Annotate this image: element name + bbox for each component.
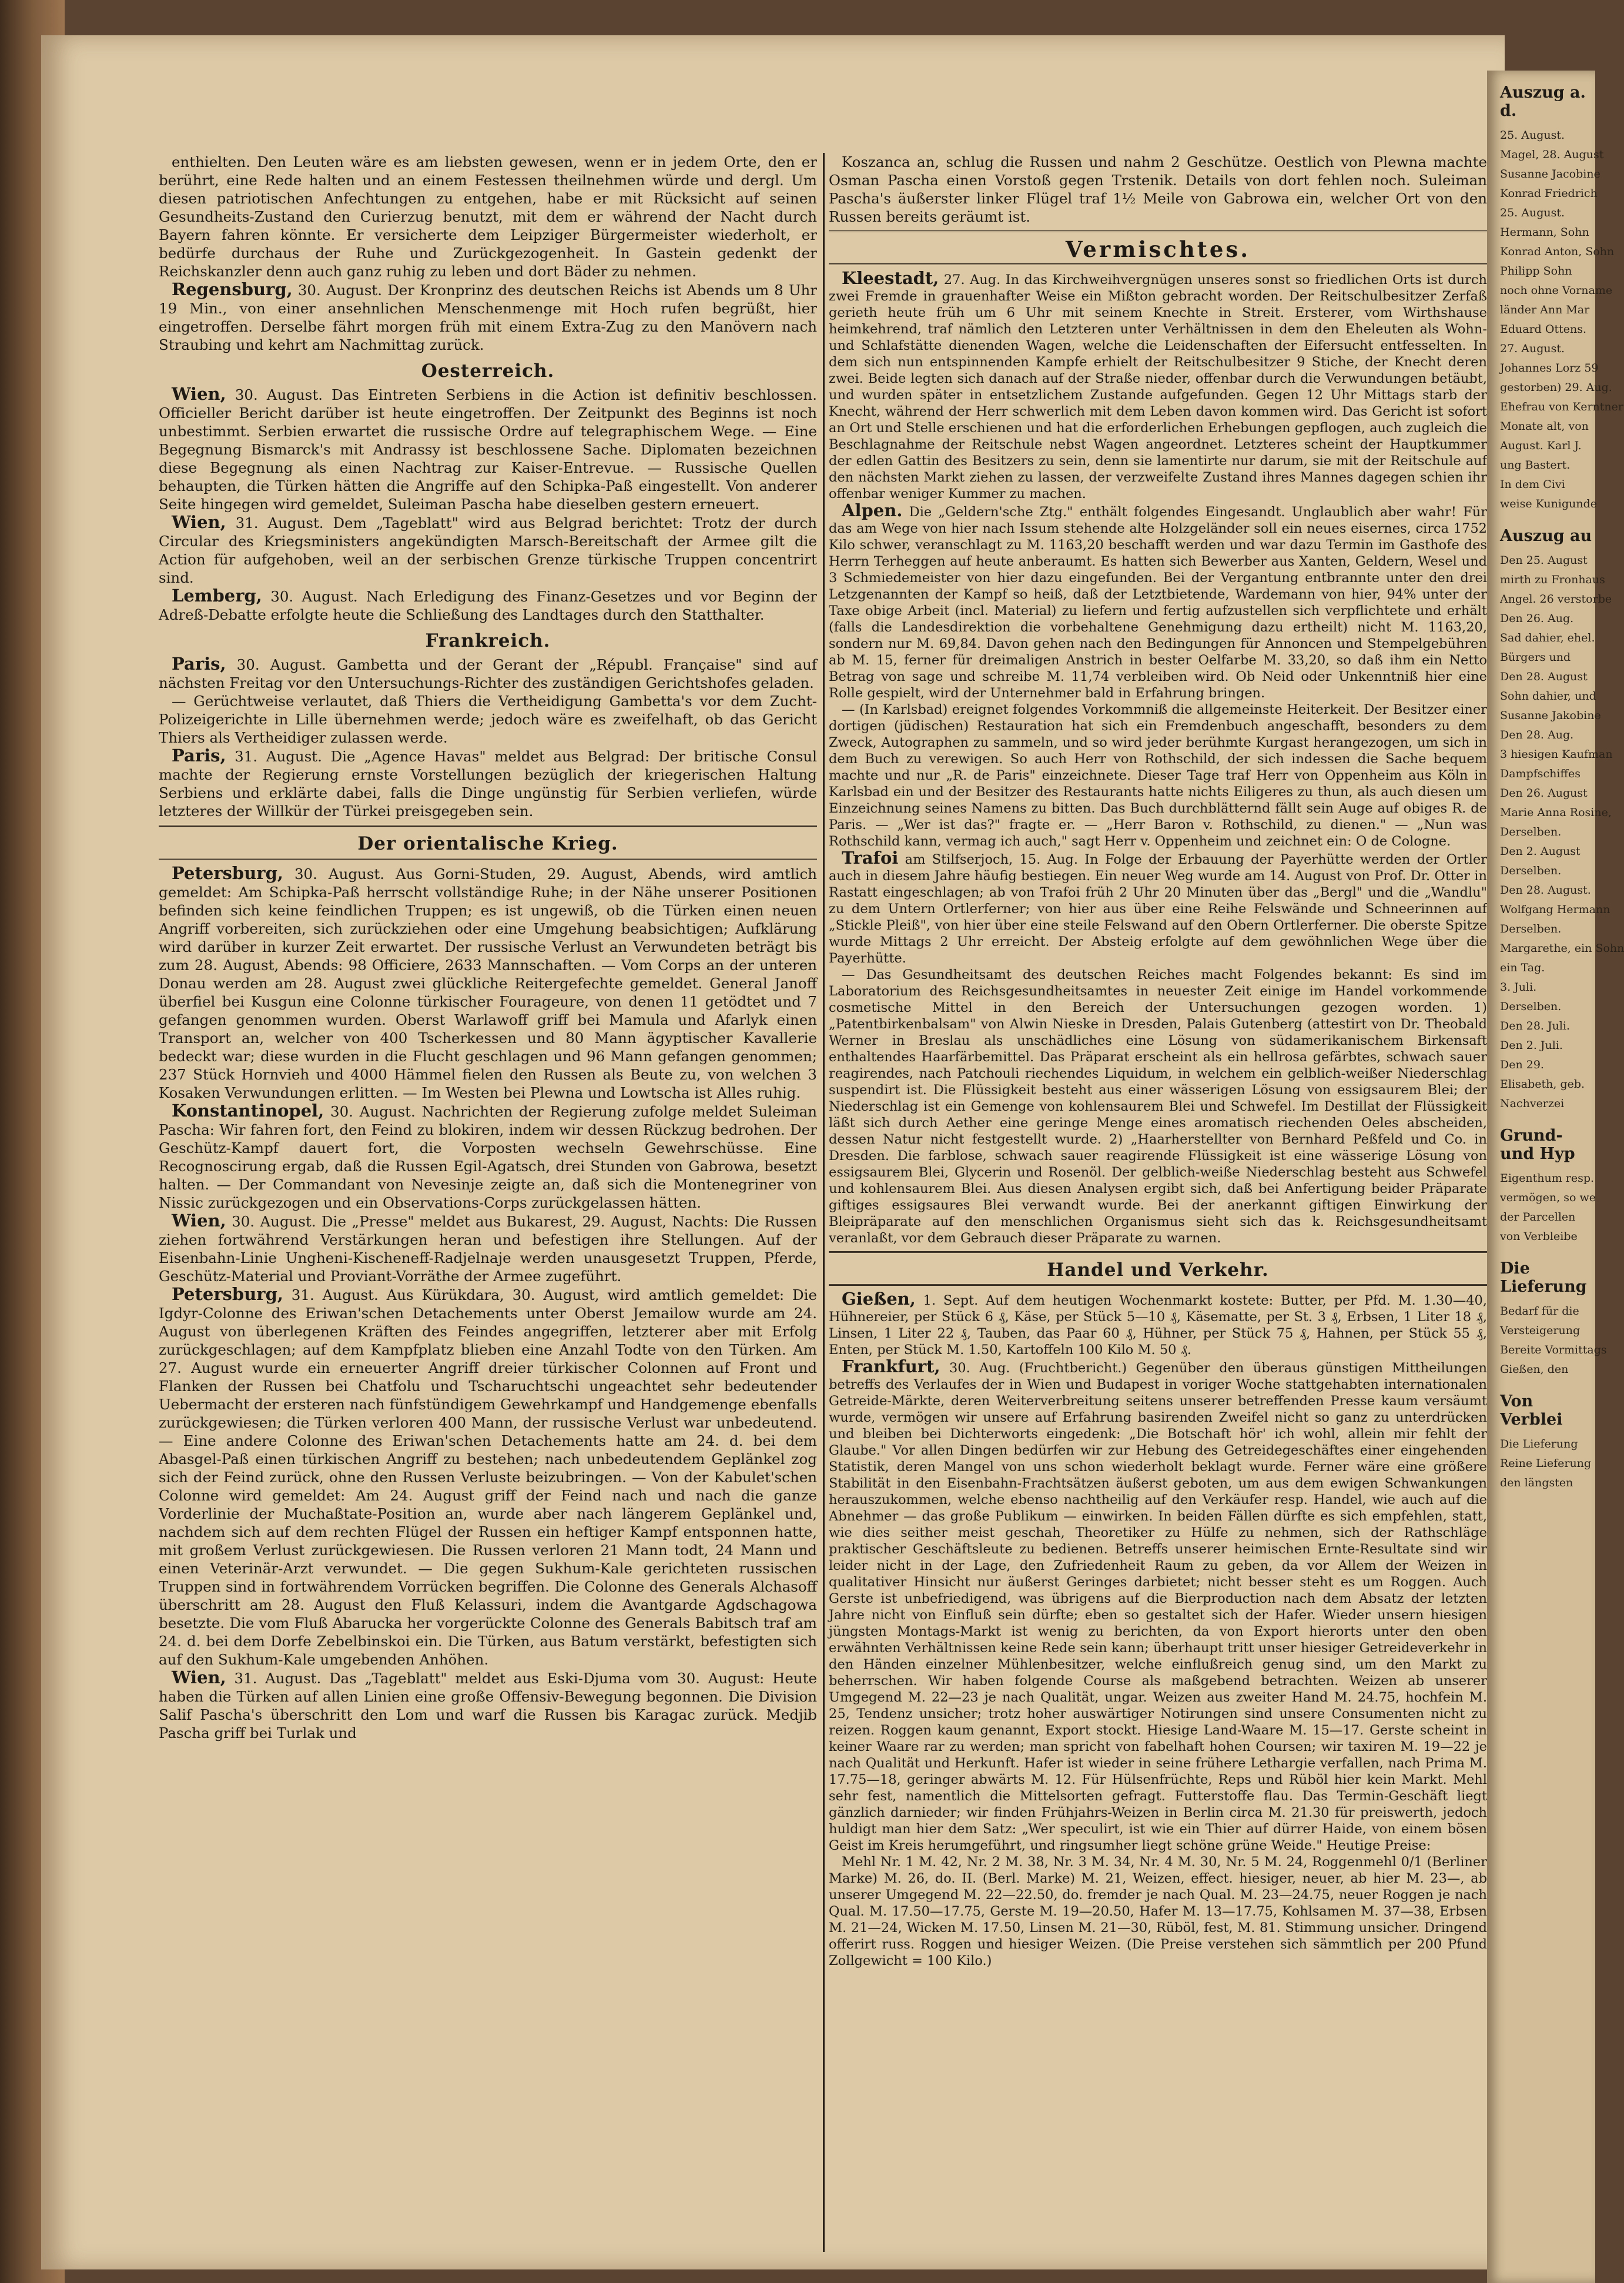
adjacent-page-line: Eduard Ottens.	[1500, 323, 1586, 336]
adjacent-page-line: Susanne Jakobine	[1500, 709, 1601, 722]
adjacent-page-line: Magel, 28. August	[1500, 148, 1604, 161]
adjacent-page-line: von Verbleibe	[1500, 1230, 1578, 1243]
section-rule	[159, 858, 817, 860]
adjacent-page-line: Reine Lieferung	[1500, 1457, 1592, 1470]
adjacent-page-line: vermögen, so we	[1500, 1191, 1596, 1204]
adjacent-page-line: 25. August.	[1500, 129, 1565, 142]
adjacent-page-line: noch ohne Vorname	[1500, 284, 1613, 297]
adjacent-page-line: Margarethe, ein Sohn	[1500, 942, 1624, 955]
adjacent-page-line: Elisabeth, geb.	[1500, 1078, 1585, 1091]
article-geruecht: — Gerüchtweise verlautet, daß Thiers die Vertheidigung Gambetta's vor dem Zucht-Polizeigerichte in Lille übernehmen werde; jedoch wäre es zweifelhaft, ob das Gericht Thiers als Vertheidiger zulassen werde.	[159, 693, 817, 746]
article-paris-30: Paris, 30. August. Gambetta und der Gerant der „Républ. Française" sind auf nächsten Freitag vor den Untersuchungs-Richter des zuständigen Gerichtshofes geladen.	[159, 654, 817, 691]
adjacent-page-line: Versteigerung	[1500, 1324, 1581, 1337]
adjacent-page-line: Den 28. August	[1500, 670, 1588, 683]
article-alpen: Alpen. Die „Geldern'sche Ztg." enthält folgendes Eingesandt. Unglaublich aber wahr! Für das am Wege von hier nach Issum stehende alte Holzgeländer soll ein neues eisernes, circa 1752 Kilo schwer, veranschlagt zu M. 1163,20 beschafft werden und war dazu Termin im Gasthofe des Herrn Terheggen auf heute anberaumt. Es hatten sich Bewerber aus Xanten, Geldern, Wesel und 3 Schmiedemeister von hier dazu eingefunden. Bei der Vergantung entbrannte unter den drei Letzgenannten der Kampf so heiß, daß der Letztbietende, Wardemann von hier, 94% unter der Taxe obige Arbeit (incl. Material) zu liefern und fertig aufzustellen sich verpflichtete und erhält (falls die Landesdirektion die vorbehaltene Genehmigung dazu ertheilt) nicht M. 1163,20, sondern nur M. 69,84. Davon gehen nach den Bedingungen für Annoncen und Stempelgebühren ab M. 15, ferner für dreimaligen Anstrich in bester Oelfarbe M. 33,20, so daß ihm ein Netto Betrag von sage und schreibe M. 11,74 verbleiben wird. Ob Neid oder Unkenntniß hier eine Rolle gespielt, wird der Unternehmer bald in Erfahrung bringen.	[829, 500, 1487, 701]
section-rule	[829, 230, 1487, 232]
adjacent-page-line: gestorben) 29. Aug.	[1500, 381, 1612, 394]
adjacent-page-line: ein Tag.	[1500, 961, 1545, 974]
dateline: Wien,	[172, 1211, 226, 1231]
adjacent-page-line: Gießen, den	[1500, 1363, 1569, 1376]
article-konstantinopel: Konstantinopel, 30. August. Nachrichten der Regierung zufolge meldet Suleiman Pascha: Wir fahren fort, den Feind zu blokiren, indem wir dessen Rückzug bedrohen. Der Geschütz-Kampf dauert fort, die Vorposten wechseln Gewehrschüsse. Eine Recognoscirung ergab, daß die Russen Egil-Agatsch, drei Stunden von Gabrowa, besetzt halten. — Der Commandant von Nevesinje zeigte an, daß sich die Montenegriner von Nissic zurückgezogen und ein Observations-Corps zurückgelassen hätten.	[159, 1101, 817, 1211]
adjacent-page-line: Den 25. August	[1500, 554, 1588, 567]
article-karlsbad: — (In Karlsbad) ereignet folgendes Vorkommniß die allgemeinste Heiterkeit. Der Besitzer einer dortigen (jüdischen) Restauration hat sich ein Fremdenbuch angeschafft, besonders zu dem Zweck, Autographen zu sammeln, und so wird jeder berühmte Kurgast herangezogen, um sich in dem Buch zu verewigen. So auch Herr von Rothschild, der sich indessen die Sache bequem machte und nur „R. de Paris" einzeichnete. Dieser Tage traf Herr von Oppenheim aus Köln in Karlsbad ein und der Besitzer des Restaurants hatte nichts Eiligeres zu thun, als auch diesen um Einzeichnung seines Namens zu bitten. Das Buch durchblätternd fällt sein Auge auf obiges R. de Paris. — „Wer ist das?" fragte er. — „Herr Baron v. Rothschild, zu dienen." — „Nun was Rothschild kann, vermag ich auch," sagt Herr v. Oppenheim und zeichnet ein: O de Cologne.	[829, 702, 1487, 849]
adjacent-page-line: Susanne Jacobine	[1500, 168, 1600, 180]
adjacent-page-line: Den 26. August	[1500, 787, 1588, 800]
section-rule	[829, 263, 1487, 265]
adjacent-page-line: Derselben.	[1500, 864, 1562, 877]
dateline: Regensburg,	[172, 279, 293, 299]
section-heading-frankreich: Frankreich.	[425, 630, 551, 651]
article-giessen: Gießen, 1. Sept. Auf dem heutigen Wochenmarkt kostete: Butter, per Pfd. M. 1.30—40, Hühnereier, per Stück 6 ₰, Käse, per Stück 5—10 ₰, Käsematte, per St. 3 ₰, Erbsen, 1 Liter 18 ₰, Linsen, 1 Liter 22 ₰, Tauben, das Paar 60 ₰, Hühner, per Stück 75 ₰, Hahnen, per Stück 55 ₰, Enten, per Stück M. 1.50, Kartoffeln 100 Kilo M. 50 ₰.	[829, 1289, 1487, 1358]
article-wien-30: Wien, 30. August. Das Eintreten Serbiens in die Action ist definitiv beschlossen. Officieller Bericht darüber ist heute eingetroffen. Der Zeitpunkt des Beginns ist noch unbestimmt. Serbien erwartet die russische Ordre auf telegraphischem Wege. — Eine Begegnung Bismarck's mit Andrassy ist beschlossene Sache. Diplomaten bezeichnen diese Begegnung als einen Nachtrag zur Kaiser-Entrevue. — Russische Quellen behaupten, die Türken hätten die Angriffe auf den Schipka-Paß eingestellt. Von anderer Seite hingegen wird gemeldet, Suleiman Pascha habe dieselben gestern erneuert.	[159, 384, 817, 513]
adjacent-page-line: In dem Civi	[1500, 478, 1565, 491]
adjacent-page-line: mirth zu Fronhaus	[1500, 573, 1605, 586]
article-wien-presse: Wien, 30. August. Die „Presse" meldet aus Bukarest, 29. August, Nachts: Die Russen ziehen fortwährend Verstärkungen heran und befestigen ihre Stellungen. Auf der Eisenbahn-Linie Ungheni-Kischeneff-Radjelnaje werden unausgesetzt Truppen, Pferde, Geschütz-Material und Proviant-Vorräthe der Armee zugeführt.	[159, 1211, 817, 1285]
adjacent-page-line: 3. Juli.	[1500, 981, 1537, 994]
dateline: Kleestadt,	[842, 268, 939, 288]
section-heading-oesterreich: Oesterreich.	[421, 360, 555, 382]
adjacent-page-line: Bereite Vormittags	[1500, 1343, 1607, 1356]
dateline: Alpen.	[842, 500, 903, 520]
dateline: Konstantinopel,	[172, 1101, 324, 1121]
article-paris-31: Paris, 31. August. Die „Agence Havas" meldet aus Belgrad: Der britische Consul machte der Regierung ernste Vorstellungen bezüglich der kriegerischen Haltung Serbiens und erklärte dabei, falls die Dinge ungünstig für Serbien verliefen, würde letzteres der Willkür der Türkei preisgegeben sein.	[159, 746, 817, 820]
adjacent-page-line: Eigenthum resp.	[1500, 1172, 1595, 1185]
adjacent-page-line: Den 26. Aug.	[1500, 612, 1574, 625]
adjacent-page-line: Monate alt, von	[1500, 420, 1589, 433]
dateline: Paris,	[172, 746, 226, 766]
adjacent-page-line: Johannes Lorz 59	[1500, 362, 1599, 375]
section-heading-vermischtes: Vermischtes.	[1065, 236, 1251, 262]
adjacent-page-line: Den 28. Juli.	[1500, 1020, 1571, 1032]
article-petersburg-30: Petersburg, 30. August. Aus Gorni-Studen, 29. August, Abends, wird amtlich gemeldet: Am Schipka-Paß herrscht vollständige Ruhe; in der Nähe unserer Positionen befinden sich keine feindlichen Truppen; es ist ungewiß, ob die Türken einen neuen Angriff vorbereiten, sich zurückziehen oder eine Umgehung beabsichtigen; Aufklärung wird darüber in kurzer Zeit erwartet. Der russische Verlust an Verwundeten beträgt bis zum 28. August, Abends: 98 Officiere, 2633 Mannschaften. — Vom Corps an der unteren Donau werden am 28. August zwei glückliche Reitergefechte gemeldet. General Janoff überfiel bei Kusgun eine Colonne türkischer Fourageure, von denen 11 getödtet und 7 gefangen genommen wurden. Oberst Warlawoff griff bei Mamula und Afarlyk einen Transport an, welcher von 400 Tscherkessen und 80 Mann ägyptischer Kavallerie bedeckt war; diese wurden in die Flucht geschlagen und 96 Mann gefangen genommen; 237 Stück Hornvieh und 4000 Hämmel fielen den Russen als Beute zu, von welchen 3 Kosaken Verwundungen erlitten. — Im Westen bei Plewna und Lowtscha ist Alles ruhig.	[159, 863, 817, 1101]
adjacent-page-line: länder Ann Mar	[1500, 303, 1590, 316]
adjacent-page-line: Bedarf für die	[1500, 1305, 1579, 1318]
adjacent-page-line: Konrad Anton, Sohn	[1500, 245, 1615, 258]
section-heading-krieg: Der orientalische Krieg.	[357, 833, 618, 854]
dateline: Wien,	[172, 384, 226, 404]
adjacent-page-heading: Von Verblei	[1500, 1392, 1563, 1429]
adjacent-page-line: weise Kunigunde	[1500, 497, 1597, 510]
article-trafoi: Trafoi am Stilfserjoch, 15. Aug. In Folge der Erbauung der Payerhütte werden der Ortler auch in diesem Jahre häufig bestiegen. Ein neuer Weg wurde am 14. August von Prof. Dr. Otter in Rastatt eingeschlagen; ab von Trafoi früh 2 Uhr 20 Minuten über das „Bergl" und die „Wandlu" zu dem Untern Ortlerferner; von hier aus über eine Reihe Felswände und Schneerinnen auf „Stickle Pleiß", von hier über eine steile Felswand auf den Obern Ortlerferner. Die oberste Spitze wurde Mittags 2 Uhr erreicht. Der Absteig erfolgte auf dem gewöhnlichen Wege über die Payerhütte.	[829, 848, 1487, 966]
adjacent-page-line: 3 hiesigen Kaufman	[1500, 748, 1613, 761]
adjacent-page-line: August. Karl J.	[1500, 439, 1582, 452]
dateline: Wien,	[172, 1667, 226, 1687]
article-kleestadt: Kleestadt, 27. Aug. In das Kirchweihvergnügen unseres sonst so friedlichen Orts ist durch zwei Fremde in grauenhafter Weise ein Mißton gebracht worden. Der Reitschulbesitzer Zerfaß gerieth heute früh um 6 Uhr mit seinem Knechte in Streit. Ersterer, vom Wirthshause heimkehrend, traf nämlich den Letzteren unter Verhältnissen in dem den Eheleuten als Wohn- und Schlafstätte dienenden Wagen, welche die Leidenschaften der Eifersucht entfesselten. In dem sich nun entspinnenden Kampfe erhielt der Reitschulbesitzer 9 Stiche, der Knecht deren zwei. Beide legten sich danach auf der Straße nieder, offenbar durch die Verwundungen betäubt, und wurden später in entsetzlichem Zustande aufgefunden. Gegen 12 Uhr Mittags starb der Knecht, während der Herr schwerlich mit dem Leben davon kommen wird. Das Gericht ist sofort an Ort und Stelle erschienen und hat die erforderlichen Erhebungen gepflogen, auch zugleich die Beschlagnahme der Reitschule nebst Wagen angeordnet. Letzteres scheint der Hauptkummer der edlen Gattin des Besitzers zu sein, denn sie lamentirte nur darum, sie mit der Reitschule auf den nächsten Markt ziehen zu lassen, der verzweifelte Zustand ihres Mannes dagegen schien ihr offenbar weniger Kummer zu machen.	[829, 268, 1487, 502]
section-rule	[829, 1284, 1487, 1286]
dateline: Gießen,	[842, 1289, 916, 1309]
adjacent-page-line: Nachverzei	[1500, 1097, 1565, 1110]
adjacent-page-heading: Auszug au	[1500, 527, 1592, 545]
adjacent-page-line: der Parcellen	[1500, 1211, 1576, 1224]
adjacent-page-line: Den 2. Juli.	[1500, 1039, 1563, 1052]
article-petersburg-31: Petersburg, 31. August. Aus Kürükdara, 30. August, wird amtlich gemeldet: Die Igdyr-Colonne des Eriwan'schen Detachements unter Oberst Jemailow wurde am 24. August von überlegenen Kräften des Feindes angegriffen, letzterer aber mit Erfolg zurückgeschlagen; auf dem Kampfplatz blieben eine Anzahl Todte von den Türken. Am 27. August wurde ein erneuerter Angriff dreier türkischer Colonnen auf Front und Flanken der Russen bei Chatfolu und Tscharuchtschi ungeachtet sehr bedeutender Uebermacht der ersteren nach fünfstündigem Gewehrkampf und Handgemenge ebenfalls zurückgewiesen; die Türken verloren 400 Mann, der russische Verlust war unbedeutend. — Eine andere Colonne des Eriwan'schen Detachements hatte am 24. d. bei dem Abasgel-Paß einen türkischen Angriff zu bestehen; nach unbedeutendem Geplänkel zog sich der Feind zurück, ohne den Russen Verluste beizubringen. — Von der Kabulet'schen Colonne wird gemeldet: Am 24. August griff der Feind nach und nach die ganze Vorderlinie der Muchaßtate-Position an, wurde aber nach längerem Geplänkel und, nachdem sich auf dem rechten Flügel der Russen ein heftiger Kampf entsponnen hatte, mit großem Verlust zurückgewiesen. Die Russen verloren 21 Mann todt, 24 Mann und einen Veterinär-Arzt verwundet. — Die gegen Sukhum-Kale gerichteten russischen Truppen sind in fortwährendem Vorrücken begriffen. Die Colonne des Generals Alchasoff überschritt am 28. August den Fluß Kelassuri, indem die Avantgarde Agdschagowa besetzte. Die vom Fluß Abarucka her vorgerückte Colonne des Generals Babitsch traf am 24. d. bei dem Dorfe Zebelbinskoi ein. Die Türken, aus Batum verstärkt, befestigten sich auf den Sukhum-Kale umgebenden Anhöhen.	[159, 1284, 817, 1668]
adjacent-page-line: Den 2. August	[1500, 845, 1581, 858]
vermischtes-body	[829, 270, 1487, 1246]
adjacent-page-line: Hermann, Sohn	[1500, 226, 1589, 239]
section-rule	[159, 825, 817, 827]
article-wien-31: Wien, 31. August. Dem „Tageblatt" wird aus Belgrad berichtet: Trotz der durch Circular des Kriegsministers angekündigten Marsch-Bereitschaft der Armee gilt die Action für aufgehoben, weil an der serbischen Grenze türkische Truppen concentrirt sind.	[159, 512, 817, 586]
adjacent-page-line: Sohn dahier, und	[1500, 690, 1596, 703]
article-lemberg: Lemberg, 30. August. Nach Erledigung des Finanz-Gesetzes und vor Beginn der Adreß-Debatte erfolgte heute die Schließung des Landtages durch den Statthalter.	[159, 586, 817, 623]
adjacent-page-line: Derselben.	[1500, 825, 1562, 838]
left-column	[159, 153, 817, 2228]
adjacent-page-line: Marie Anna Rosine,	[1500, 806, 1612, 819]
adjacent-page-text	[1487, 83, 1624, 1493]
dateline: Wien,	[172, 512, 226, 532]
price-list: Mehl Nr. 1 M. 42, Nr. 2 M. 38, Nr. 3 M. 34, Nr. 4 M. 30, Nr. 5 M. 24, Roggenmehl 0/1 (Berliner Marke) M. 26, do. II. (Berl. Marke) M. 21, Weizen, effect. hiesiger, neuer, ab hier M. 23—, ab unserer Umgegend M. 22—22.50, do. fremder je nach Qual. M. 23—24.75, neuer Roggen je nach Qual. M. 17.50—17.75, Gerste M. 19—20.50, Hafer M. 13—17.75, Kohlsamen M. 37—38, Erbsen M. 21—24, Wicken M. 17.50, Linsen M. 21—30, Rüböl, fest, M. 81. Stimmung unsicher. Dringend offerirt russ. Roggen und hiesiger Weizen. (Die Preise verstehen sich sämmtlich per 200 Pfund Zollgewicht = 100 Kilo.)	[829, 1854, 1487, 1968]
article-text: enthielten. Den Leuten wäre es am liebsten gewesen, wenn er in jedem Orte, den er berührt, eine Rede halten und an einem Festessen theilnehmen würde und dergl. Um diesen patriotischen Anfechtungen zu entgehen, habe er mit Rücksicht auf seinen Gesundheits-Zustand den Curierzug benutzt, mit dem er während der Nacht durch Bayern fahren könnte. Er versicherte dem Leipziger Bürgermeister wiederholt, er bedürfe durchaus der Ruhe und Zurückgezogenheit. In Gastein gedenkt der Reichskanzler denn auch ganz ruhig zu leben und dort Bäder zu nehmen.	[159, 153, 817, 280]
adjacent-page-line: Die Lieferung	[1500, 1438, 1578, 1450]
adjacent-page-line: Konrad Friedrich	[1500, 187, 1598, 200]
adjacent-page-heading: Die Lieferung	[1500, 1259, 1587, 1296]
dateline: Lemberg,	[172, 586, 262, 606]
column-divider	[823, 153, 825, 2252]
adjacent-page-line: Dampfschiffes	[1500, 767, 1581, 780]
adjacent-page-line: Wolfgang Hermann	[1500, 903, 1610, 916]
handel-body	[829, 1291, 1487, 1969]
adjacent-page-line: Angel. 26 verstorbe	[1500, 593, 1612, 606]
adjacent-page-line: Den 29.	[1500, 1058, 1544, 1071]
section-rule	[829, 1251, 1487, 1253]
dateline: Paris,	[172, 654, 226, 674]
article-gesundheitsamt: — Das Gesundheitsamt des deutschen Reiches macht Folgendes bekannt: Es sind im Laboratorium des Reichsgesundheitsamtes in neuester Zeit einige im Handel vorkommende cosmetische Mittel in den Bereich der Untersuchungen gezogen worden. 1) „Patentbirkenbalsam" von Alwin Nieske in Dresden, Palais Gutenberg (attestirt von Dr. Theobald Werner in Breslau als unschädliches eine Lösung von südamerikanischem Birkensaft enthaltendes Haarfärbemittel. Das Präparat erscheint als ein hellrosa gefärbtes, schwach sauer reagirendes, nach Patchouli riechendes Liquidum, in welchem ein gelblich-weißer Niederschlag suspendirt ist. Die Flüssigkeit besteht aus einer wässerigen Lösung von essigsaurem Blei; der Niederschlag ist ein Gemenge von kohlensaurem Blei und Schwefel. Im Destillat der Flüssigkeit läßt sich durch Aether eine geringe Menge eines aromatisch riechenden Oeles abscheiden, dessen Natur nicht festgestellt wurde. 2) „Haarherstellter von Bernhard Peßfeld und Co. in Dresden. Die farblose, schwach sauer reagirende Flüssigkeit ist eine wässerige Lösung von essigsaurem Blei, Glycerin und Rosenöl. Der gelblich-weiße Niederschlag besteht aus Schwefel und kohlensaurem Blei. Aus diesen Analysen ergibt sich, daß bei Anfertigung beider Präparate giftiges essigsaures Blei verwandt wurde. Bei der anerkannt giftigen Einwirkung der Bleipräparate auf den menschlichen Organismus sieht sich das k. Reichsgesundheitsamt veranlaßt, vor dem Gebrauch dieser Präparate zu warnen.	[829, 967, 1487, 1246]
article-koszanca: Koszanca an, schlug die Russen und nahm 2 Geschütze. Oestlich von Plewna machte Osman Pascha einen Vorstoß gegen Trstenik. Details von dort fehlen noch. Suleiman Pascha's äußerster linker Flügel traf 1½ Meile von Gabrowa ein, welcher Ort von den Russen bereits geräumt ist.	[829, 153, 1487, 225]
adjacent-page-line: Sad dahier, ehel.	[1500, 631, 1595, 644]
adjacent-page-line: Ehefrau von Kerntner	[1500, 400, 1623, 413]
adjacent-page-line: Bürgers und	[1500, 651, 1571, 664]
adjacent-page-line: Philipp Sohn	[1500, 265, 1572, 278]
article-wien-tageblatt: Wien, 31. August. Das „Tageblatt" meldet aus Eski-Djuma vom 30. August: Heute haben die Türken auf allen Linien eine große Offensiv-Bewegung begonnen. Die Division Salif Pascha's überschritt den Lom und warf die Russen bis Karagac zurück. Medjib Pascha griff bei Turlak und	[159, 1667, 817, 1742]
dateline: Trafoi	[842, 848, 899, 868]
article-frankfurt: Frankfurt, 30. Aug. (Fruchtbericht.) Gegenüber den überaus günstigen Mittheilungen betreffs des Verlaufes der in Wien und Budapest in voriger Woche stattgehabten internationalen Getreide-Märkte, deren Weiterverbreitung seitens unserer betreffenden Presse kaum versäumt wurde, vermögen wir unsere auf Erfahrung basirenden Zweifel nicht so ganz zu unterdrücken und bleiben bei Dichterworts eingedenk: „Die Botschaft hör' ich wohl, allein mir fehlt der Glaube." Vor allen Dingen bedürfen wir zur Hebung des Getreidegeschäftes einer eingehenden Statistik, deren Mangel von uns schon wiederholt beklagt wurde. Ferner wäre eine größere Stabilität in den Eisenbahn-Frachtsätzen äußerst geboten, um aus dem ewigen Schwankungen herauszukommen, welche ebenso nachtheilig auf den Verkäufer resp. Handel, wie auch auf die Abnehmer — das große Publikum — einwirken. In beiden Fällen dürfte es sich empfehlen, statt, wie dies seither meist geschah, Theoretiker zu Hülfe zu nehmen, sich der Rathschläge praktischer Geschäftsleute zu bedienen. Betreffs unserer heimischen Ernte-Resultate sind wir leider nicht in der Lage, den Zufriedenheit Raum zu geben, da vor Allem der Weizen in qualitativer Hinsicht nur äußerst Geringes darbietet; nicht besser steht es um Roggen. Auch Gerste ist unbefriedigend, was übrigens auf die Bierproduction nach dem Absatz der letzten Jahre nicht von Einfluß sein dürfte; eben so gestaltet sich der Hafer. Wieder unsern hiesigen jüngsten Montags-Markt ist wenig zu berichten, da von Export hierorts unter den oben erwähnten Verhältnissen keine Rede sein kann; überhaupt tritt unser hiesiger Getreideverkehr in den Händen einzelner Mühlenbesitzer, welche einflußreich genug sind, um den Markt zu beherrschen. Wir haben folgende Course als maßgebend betrachten. Weizen ab unserer Umgegend M. 22—23 je nach Qualität, ungar. Weizen aus zweiter Hand M. 24.75, hochfein M. 25, Tendenz unsicher; trotz hoher auswärtiger Notirungen sind unsere Consumenten nicht zu reizen. Roggen kaum genannt, Export stockt. Hiesige Land-Waare M. 15—17. Gerste scheint in keiner Waare rar zu werden; man spricht von fabelhaft hohen Coursen; wir taxiren M. 19—22 je nach Qualität und Herkunft. Hafer ist wieder in seine frühere Lethargie verfallen, nach Prima M. 17.75—18, geringer abwärts M. 12. Für Hülsenfrüchte, Reps und Rüböl hier kein Markt. Mehl sehr fest, namentlich die Mittelsorten gefragt. Futterstoffe flau. Das Termin-Geschäft liegt gänzlich darnieder; wir finden Frühjahrs-Weizen in Berlin circa M. 21.30 für preiswerth, jedoch huldigt man hier dem Satz: „Wer speculirt, ist wie ein Thier auf dürrer Haide, von einem bösen Geist im Kreis herumgeführt, und ringsumher liegt schöne grüne Weide." Heutige Preise:	[829, 1356, 1487, 1853]
adjacent-page-heading: Auszug a. d.	[1500, 83, 1586, 120]
adjacent-page-line: Derselben.	[1500, 1000, 1562, 1013]
adjacent-page-heading: Grund- und Hyp	[1500, 1127, 1575, 1163]
dateline: Petersburg,	[172, 863, 283, 883]
adjacent-page-line: Den 28. August.	[1500, 884, 1591, 897]
adjacent-page-line: den längsten	[1500, 1476, 1573, 1489]
dateline: Petersburg,	[172, 1284, 283, 1304]
section-heading-handel: Handel und Verkehr.	[1047, 1259, 1269, 1281]
adjacent-page-line: 25. August.	[1500, 206, 1565, 219]
adjacent-page-edge	[1487, 71, 1624, 2283]
article-regensburg: Regensburg, 30. August. Der Kronprinz des deutschen Reichs ist Abends um 8 Uhr 19 Min., von einer ansehnlichen Menschenmenge mit Hoch rufen begrüßt, hier eingetroffen. Derselbe fährt morgen früh mit einem Extra-Zug zu den Manövern nach Straubing und kehrt am Nachmittag zurück.	[159, 279, 817, 353]
adjacent-page-line: ung Bastert.	[1500, 459, 1571, 472]
newspaper-page	[41, 35, 1505, 2269]
right-column	[829, 153, 1487, 2228]
adjacent-page-line: 27. August.	[1500, 342, 1565, 355]
adjacent-page-line: Derselben.	[1500, 922, 1562, 935]
dateline: Frankfurt,	[842, 1356, 940, 1376]
adjacent-page-line: Den 28. Aug.	[1500, 728, 1574, 741]
